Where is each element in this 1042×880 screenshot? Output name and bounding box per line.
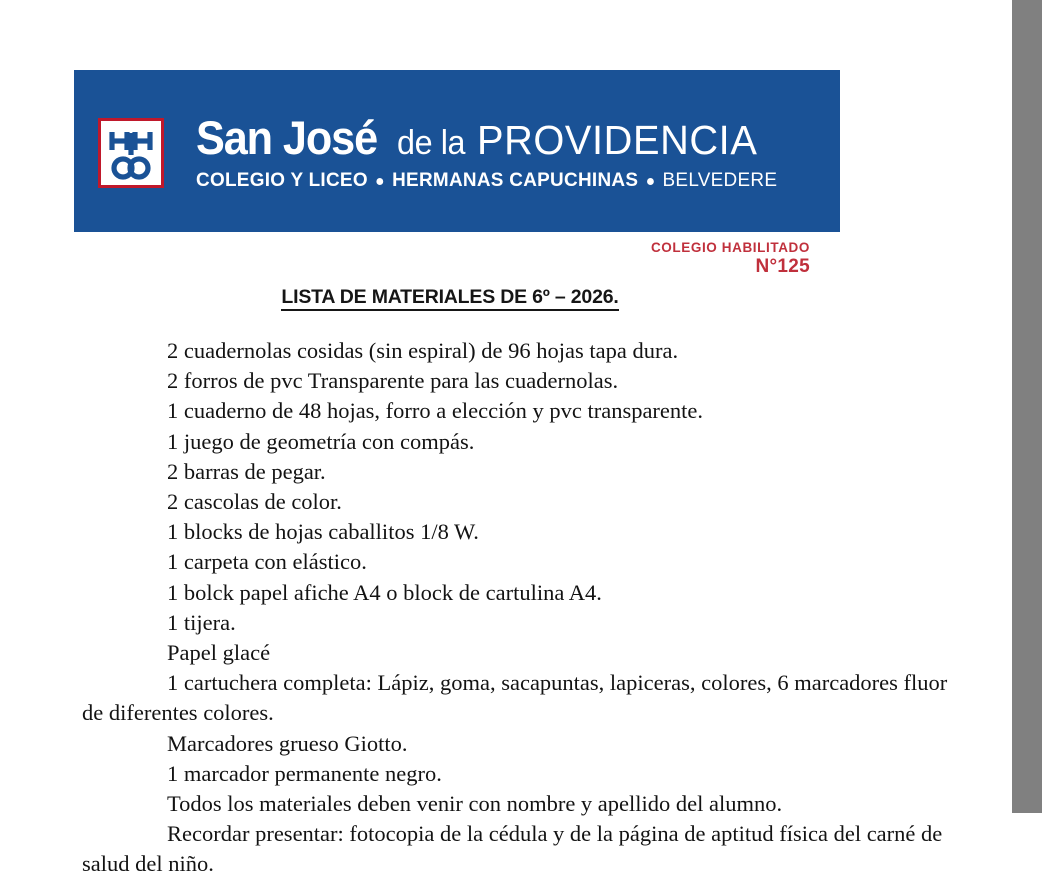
materials-list-item: 1 juego de geometría con compás. [167, 428, 475, 454]
materials-list-item: 1 marcador permanente negro. [167, 760, 442, 786]
wordmark-name-light: PROVIDENCIA [476, 117, 757, 163]
tagline-part-2: HERMANAS CAPUCHINAS [392, 169, 639, 191]
wordmark-tagline [196, 170, 807, 191]
page-title [0, 286, 900, 309]
wordmark-name-bold: San José [196, 111, 378, 164]
school-logo-mark [98, 118, 164, 188]
logo-monogram-icon [101, 121, 161, 185]
materials-list-item: 1 blocks de hojas caballitos 1/8 W. [167, 519, 479, 545]
materials-list [82, 336, 962, 880]
accreditation-stamp [651, 240, 810, 277]
accreditation-number: N°125 [755, 256, 810, 278]
materials-list-item: 2 barras de pegar. [167, 458, 326, 484]
tagline-part-3: BELVEDERE [662, 169, 778, 191]
school-banner [74, 70, 840, 232]
materials-list-item: 1 cartuchera completa: Lápiz, goma, sacapuntas, lapiceras, colores, 6 marcadores fluor de diferentes colores. [82, 670, 948, 726]
materials-list-item: 2 forros de pvc Transparente para las cuadernolas. [167, 368, 619, 394]
tagline-separator-dot-icon [377, 178, 384, 185]
materials-list-item: 2 cuadernolas cosidas (sin espiral) de 96 hojas tapa dura. [167, 338, 679, 363]
materials-list-item: 2 cascolas de color. [167, 489, 342, 515]
materials-list-item: Recordar presentar: fotocopia de la cédula y de la página de aptitud física del carné de salud del niño. [82, 821, 943, 877]
materials-list-item: Papel glacé [167, 640, 271, 666]
materials-list-item: Marcadores grueso Giotto. [167, 730, 408, 756]
wordmark-primary-line [196, 111, 826, 164]
materials-list-item: 1 bolck papel afiche A4 o block de cartulina A4. [167, 579, 602, 605]
tagline-part-1: COLEGIO Y LICEO [196, 169, 368, 191]
tagline-separator-dot-icon [647, 178, 654, 185]
wordmark-connector: de la [396, 124, 465, 162]
page-gutter [1012, 0, 1042, 813]
materials-list-item: 1 carpeta con elástico. [167, 549, 367, 575]
school-wordmark [196, 111, 826, 191]
materials-list-item: Todos los materiales deben venir con nombre y apellido del alumno. [167, 791, 783, 817]
accreditation-label: COLEGIO HABILITADO [650, 240, 810, 255]
materials-list-item: 1 cuaderno de 48 hojas, forro a elección y pvc transparente. [167, 398, 704, 424]
page-title-text: LISTA DE MATERIALES DE 6º – 2026. [281, 286, 618, 311]
materials-list-item: 1 tijera. [167, 609, 236, 635]
